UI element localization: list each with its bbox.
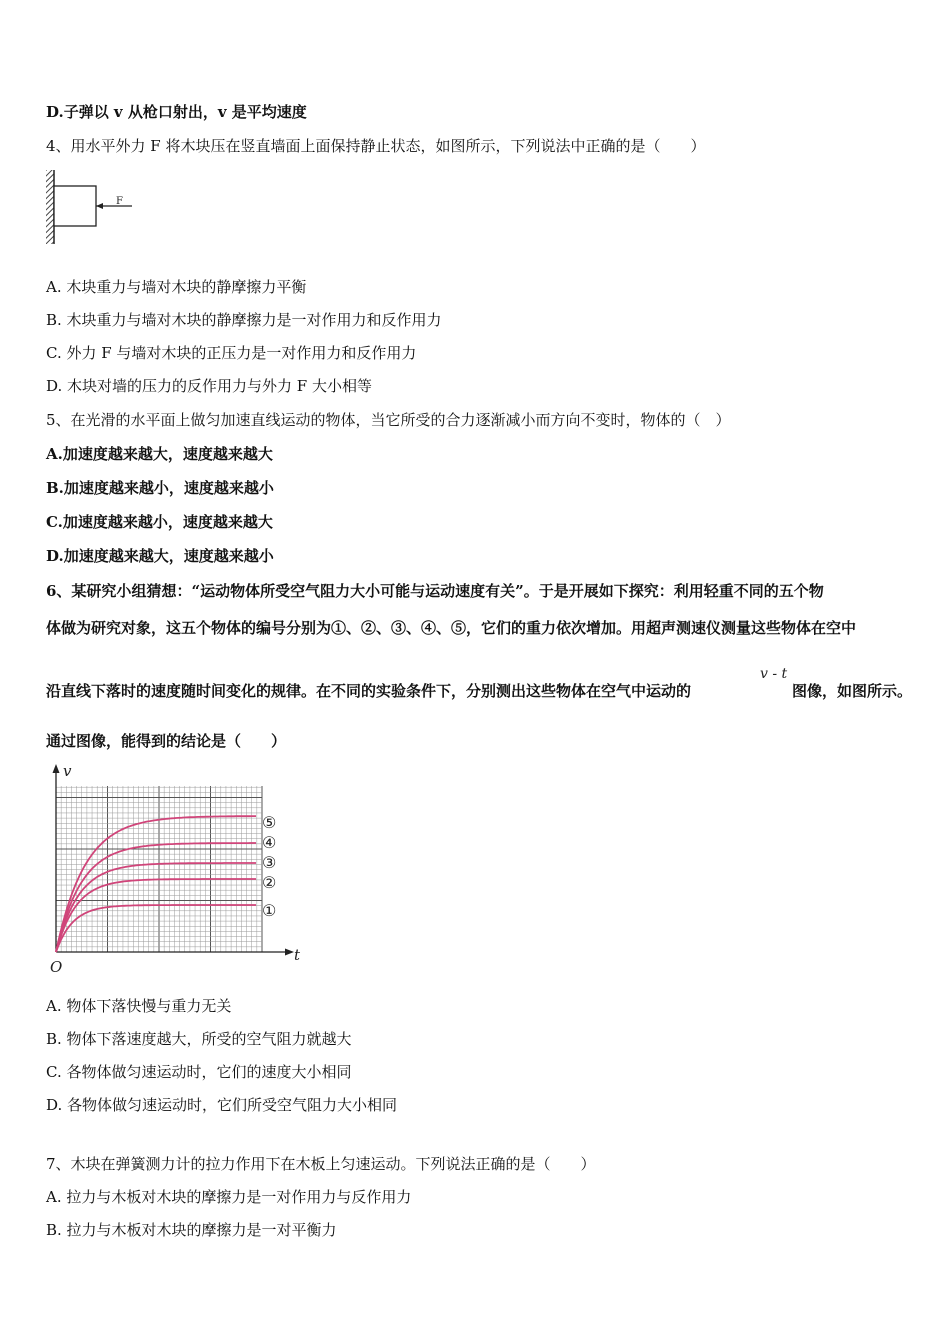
question-6-line-3: 沿直线下落时的速度随时间变化的规律。在不同的实验条件下，分别测出这些物体在空气中运动的 <box>46 682 692 700</box>
q6-option-b: B. 物体下落速度越大，所受的空气阻力就越大 <box>46 1030 352 1048</box>
q4-option-c: C. 外力 F 与墙对木块的正压力是一对作用力和反作用力 <box>46 344 417 362</box>
q6-option-d: D. 各物体做匀速运动时，它们所受空气阻力大小相同 <box>46 1096 398 1114</box>
q5-option-b: B.加速度越来越小，速度越来越小 <box>46 479 274 497</box>
t-axis-label: t <box>294 946 301 964</box>
q5-option-c: C.加速度越来越小，速度越来越大 <box>46 513 273 531</box>
graph-grid <box>56 786 262 952</box>
question-5: 5、在光滑的水平面上做匀加速直线运动的物体，当它所受的合力逐渐减小而方向不变时，物体的（ ） <box>46 411 731 429</box>
curve-label-1: ① <box>262 901 277 920</box>
v-axis-label: v <box>63 762 72 780</box>
t-axis-arrow <box>285 949 294 956</box>
origin-label: O <box>50 958 63 976</box>
q4-option-d: D. 木块对墙的压力的反作用力与外力 F 大小相等 <box>46 377 372 395</box>
q4-option-a: A. 木块重力与墙对木块的静摩擦力平衡 <box>46 278 307 296</box>
force-label: F <box>116 196 123 207</box>
wall-hatch <box>46 170 54 244</box>
q5-option-a: A.加速度越来越大，速度越来越大 <box>46 445 273 463</box>
question-6-line-3-end: 图像，如图所示。 <box>792 682 913 700</box>
question-4: 4、用水平外力 F 将木块压在竖直墙面上面保持静止状态，如图所示，下列说法中正确的是（ ） <box>46 137 706 155</box>
vt-graph <box>40 760 310 980</box>
curve-label-2: ② <box>262 873 277 892</box>
question-7: 7、木块在弹簧测力计的拉力作用下在木板上匀速运动。下列说法正确的是（ ） <box>46 1155 596 1173</box>
vt-symbol: v - t <box>760 666 788 682</box>
curve-label-3: ③ <box>262 853 277 872</box>
wall-block-figure <box>42 168 142 246</box>
question-6-line-2: 体做为研究对象，这五个物体的编号分别为①、②、③、④、⑤，它们的重力依次增加。用超声测速仪测量这些物体在空中 <box>46 619 857 637</box>
q6-option-c: C. 各物体做匀速运动时，它们的速度大小相同 <box>46 1063 352 1081</box>
curve-label-5: ⑤ <box>262 813 277 832</box>
force-arrowhead <box>96 203 103 209</box>
question-6-line-1: 6、某研究小组猜想：“运动物体所受空气阻力大小可能与运动速度有关”。于是开展如下探究：利用轻重不同的五个物 <box>46 582 824 600</box>
curve-label-4: ④ <box>262 833 277 852</box>
q6-option-a: A. 物体下落快慢与重力无关 <box>46 997 232 1015</box>
option-d-prev: D.子弹以 v 从枪口射出，v 是平均速度 <box>46 103 307 121</box>
v-axis-arrow <box>53 764 60 773</box>
q5-option-d: D.加速度越来越大，速度越来越小 <box>46 547 274 565</box>
q7-option-b: B. 拉力与木板对木块的摩擦力是一对平衡力 <box>46 1221 337 1239</box>
q7-option-a: A. 拉力与木板对木块的摩擦力是一对作用力与反作用力 <box>46 1188 412 1206</box>
q4-option-b: B. 木块重力与墙对木块的静摩擦力是一对作用力和反作用力 <box>46 311 442 329</box>
wooden-block <box>54 186 96 226</box>
question-6-line-4: 通过图像，能得到的结论是（ ） <box>46 732 287 750</box>
